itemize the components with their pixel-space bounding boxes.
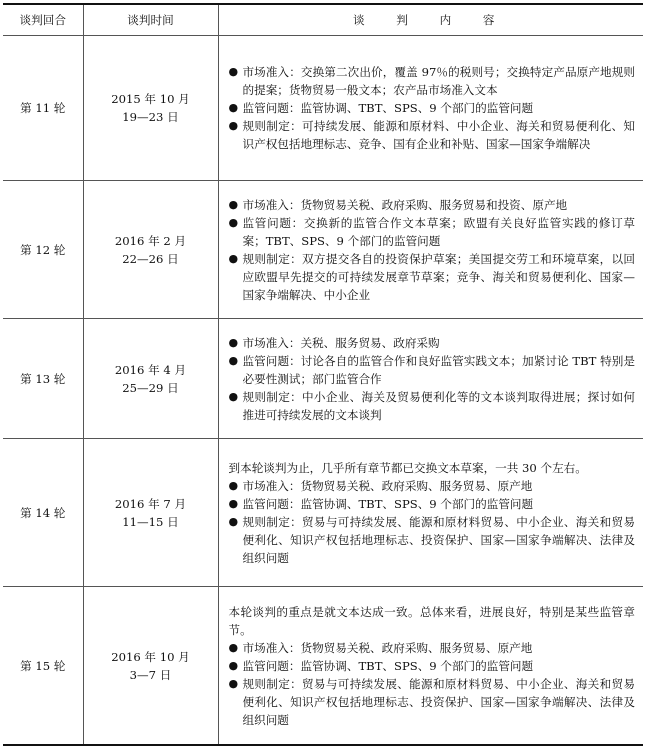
- list-item-text: 规则制定：贸易与可持续发展、能源和原材料贸易、中小企业、海关和贸易便利化、知识产权包括地理标志、投资保护、国家—国家争端解决、法律及组织问题: [242, 676, 635, 727]
- list-item: [229, 639, 636, 657]
- bullet-icon: ●: [228, 496, 239, 510]
- list-item: [229, 334, 636, 352]
- date-line-2: 22—26 日: [122, 251, 179, 266]
- table-body: [3, 36, 643, 746]
- list-item: [229, 99, 636, 117]
- date-line-1: 2015 年 10 月: [111, 92, 190, 106]
- date-line-1: 2016 年 2 月: [114, 233, 187, 248]
- list-item-text: 市场准入：交换第二次出价，覆盖 97％的税则号；交换特定产品原产地规则的提案；货物贸易一般文本；农产品市场准入文本: [242, 65, 635, 97]
- list-item: [229, 513, 636, 567]
- table-row: [3, 181, 643, 319]
- list-item: [229, 214, 636, 250]
- table-row: [3, 319, 643, 439]
- content-list: [229, 334, 636, 424]
- bullet-icon: ●: [228, 197, 239, 211]
- round-cell: 第 15 轮: [3, 587, 83, 746]
- content-cell: [218, 439, 643, 587]
- date-line-2: 11—15 日: [122, 514, 179, 529]
- round-summary: 本轮谈判的重点是就文本达成一致。总体来看，进展良好，特别是某些监管章节。: [228, 604, 635, 637]
- round-cell: 第 12 轮: [3, 181, 83, 319]
- date-line-2: 25—29 日: [122, 380, 179, 395]
- header-round: 谈判回合: [3, 4, 83, 36]
- time-cell: [83, 36, 218, 181]
- content-list: [229, 639, 636, 729]
- time-cell: [83, 181, 218, 319]
- time-cell: [83, 587, 218, 746]
- bullet-icon: ●: [228, 119, 239, 132]
- negotiation-table: [3, 3, 643, 746]
- round-summary: 到本轮谈判为止，几乎所有章节都已交换文本草案，一共 30 个左右。: [228, 460, 587, 475]
- list-item-text: 市场准入：关税、服务贸易、政府采购: [242, 335, 440, 350]
- content-cell: [218, 319, 643, 439]
- bullet-icon: ●: [228, 251, 239, 265]
- bullet-icon: ●: [228, 478, 239, 492]
- list-item-text: 监管问题：监管协调、TBT、SPS、9 个部门的监管问题: [242, 101, 534, 115]
- list-item-text: 规则制定：贸易与可持续发展、能源和原材料贸易、中小企业、海关和贸易便利化、知识产权包括地理标志、投资保护、国家—国家争端解决、法律及组织问题: [242, 514, 635, 565]
- bullet-icon: ●: [228, 640, 239, 654]
- list-item-text: 规则制定：可持续发展、能源和原材料、中小企业、海关和贸易便利化、知识产权包括地理标志、竞争、国有企业和补贴、国家—国家争端解决: [242, 119, 635, 151]
- list-item: [229, 657, 636, 675]
- content-list: [229, 196, 636, 304]
- bullet-icon: ●: [228, 101, 239, 114]
- content-cell: [218, 181, 643, 319]
- list-item: [229, 196, 636, 214]
- round-cell: 第 11 轮: [3, 36, 83, 181]
- list-item-text: 规则制定：中小企业、海关及贸易便利化等的文本谈判取得进展；探讨如何推进可持续发展的文本谈判: [242, 389, 635, 422]
- list-item: [229, 477, 636, 495]
- bullet-icon: ●: [228, 658, 239, 672]
- date-line-1: 2016 年 7 月: [114, 496, 187, 511]
- list-item-text: 市场准入：货物贸易关税、政府采购、服务贸易、原产地: [242, 478, 533, 493]
- list-item: [229, 117, 636, 153]
- bullet-icon: ●: [228, 389, 239, 403]
- table-header-row: [3, 4, 643, 36]
- bullet-icon: ●: [228, 676, 239, 690]
- header-time: 谈判时间: [83, 4, 218, 36]
- header-content: [218, 4, 643, 36]
- bullet-icon: ●: [228, 215, 239, 229]
- bullet-icon: ●: [228, 514, 239, 528]
- round-cell: 第 13 轮: [3, 319, 83, 439]
- list-item-text: 市场准入：货物贸易关税、政府采购、服务贸易和投资、原产地: [242, 197, 568, 212]
- list-item-text: 市场准入：货物贸易关税、政府采购、服务贸易、原产地: [242, 640, 533, 655]
- bullet-icon: ●: [228, 335, 239, 349]
- list-item-text: 规则制定：双方提交各自的投资保护草案；美国提交劳工和环境草案，以回应欧盟早先提交的可持续发展章节草案；竞争、海关和贸易便利化、国家—国家争端解决、中小企业: [242, 251, 635, 302]
- list-item: [229, 388, 636, 424]
- content-list: [229, 63, 636, 153]
- list-item-text: 监管问题：监管协调、TBT、SPS、9 个部门的监管问题: [242, 496, 534, 511]
- bullet-icon: ●: [228, 353, 239, 367]
- header-content-label: 谈 判 内 容: [353, 13, 509, 27]
- list-item: [229, 495, 636, 513]
- list-item: [229, 250, 636, 304]
- list-item-text: 监管问题：监管协调、TBT、SPS、9 个部门的监管问题: [242, 658, 534, 673]
- list-item: [229, 675, 636, 729]
- date-line-1: 2016 年 10 月: [111, 649, 190, 664]
- time-cell: [83, 319, 218, 439]
- date-line-2: 3—7 日: [129, 667, 172, 682]
- table-row: [3, 439, 643, 587]
- round-cell: 第 14 轮: [3, 439, 83, 587]
- content-cell: [218, 587, 643, 746]
- bullet-icon: ●: [228, 65, 239, 78]
- table-row: [3, 587, 643, 746]
- date-line-2: 19—23 日: [122, 110, 179, 124]
- content-cell: [218, 36, 643, 181]
- content-list: [229, 477, 636, 567]
- date-line-1: 2016 年 4 月: [114, 362, 187, 377]
- list-item: [229, 63, 636, 99]
- list-item-text: 监管问题：讨论各自的监管合作和良好监管实践文本；加紧讨论 TBT 特别是必要性测试；部门监管合作: [242, 353, 635, 386]
- list-item-text: 监管问题：交换新的监管合作文本草案；欧盟有关良好监管实践的修订草案；TBT、SPS、9 个部门的监管问题: [242, 215, 635, 248]
- table-row: [3, 36, 643, 181]
- list-item: [229, 352, 636, 388]
- time-cell: [83, 439, 218, 587]
